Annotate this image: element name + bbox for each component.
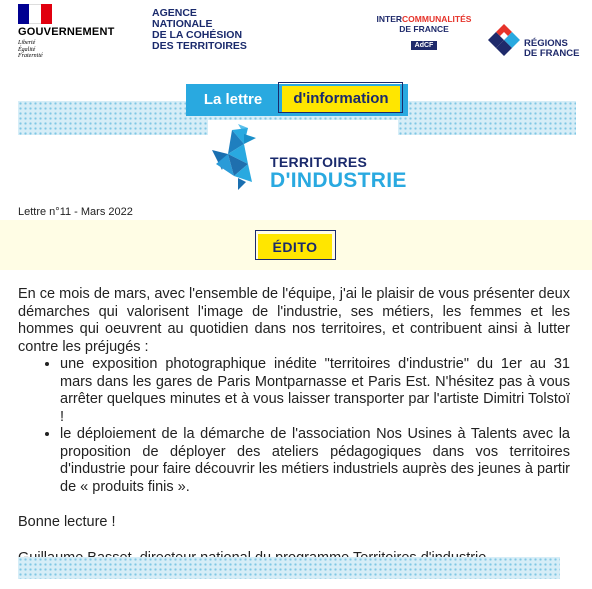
dotted-band-bottom (18, 557, 560, 579)
edito-heading: ÉDITO (258, 234, 332, 260)
list-item: • une exposition photographique inédite "territoires d'industrie" du 1er au 31 mars dans les gares de Paris Montparnasse et Paris Est. N'hésitez pas à vous arrêter quelques minutes et à vous laisser transporter par l'artiste Dimitri Tolstoï ! (60, 356, 570, 426)
banner-la-lettre: La lettre (186, 84, 280, 116)
territoires-industrie-logo (208, 120, 407, 200)
list-item: • le déploiement de la démarche de l'association Nos Usines à Talents avec la proposition de déployer des ateliers pédagogiques dans vos territoires d'industrie pour faire découvrir les métiers industriels auprès des jeunes à partir de « produits finis ». (60, 426, 570, 496)
gouvernement-title: GOUVERNEMENT (18, 26, 115, 38)
banner-information: d'information (282, 86, 400, 112)
rooster-icon (208, 120, 272, 192)
gouvernement-logo (18, 4, 136, 64)
anct-logo: AGENCE NATIONALE DE LA COHÉSION DES TERRITOIRES (152, 7, 247, 52)
regions-hexagon-icon (486, 22, 522, 62)
intercommunalites-logo: INTERCOMMUNALITÉS DE FRANCE AdCF (376, 14, 472, 49)
logo-industrie: D'INDUSTRIE (270, 169, 407, 192)
edito-content (18, 286, 570, 567)
issue-number: Lettre n°11 - Mars 2022 (18, 206, 133, 218)
marianne-flag-icon (18, 4, 52, 24)
initiatives-list (18, 356, 570, 496)
republic-motto: Liberté Égalité Fraternité (18, 40, 43, 59)
intro-paragraph: En ce mois de mars, avec l'ensemble de l'équipe, j'ai le plaisir de vous présenter deux démarches qui valorisent l'image de l'industrie, ses métiers, les femmes et les hommes qui oeuvrent au quotidien dans nos territoires, et contribuent ainsi à lutter contre les préjugés : (18, 286, 570, 355)
logo-territoires: TERRITOIRES (270, 154, 368, 170)
regions-de-france-logo: RÉGIONS DE FRANCE (486, 22, 586, 62)
closing-text: Bonne lecture ! (18, 514, 116, 530)
adcf-badge: AdCF (411, 41, 438, 50)
